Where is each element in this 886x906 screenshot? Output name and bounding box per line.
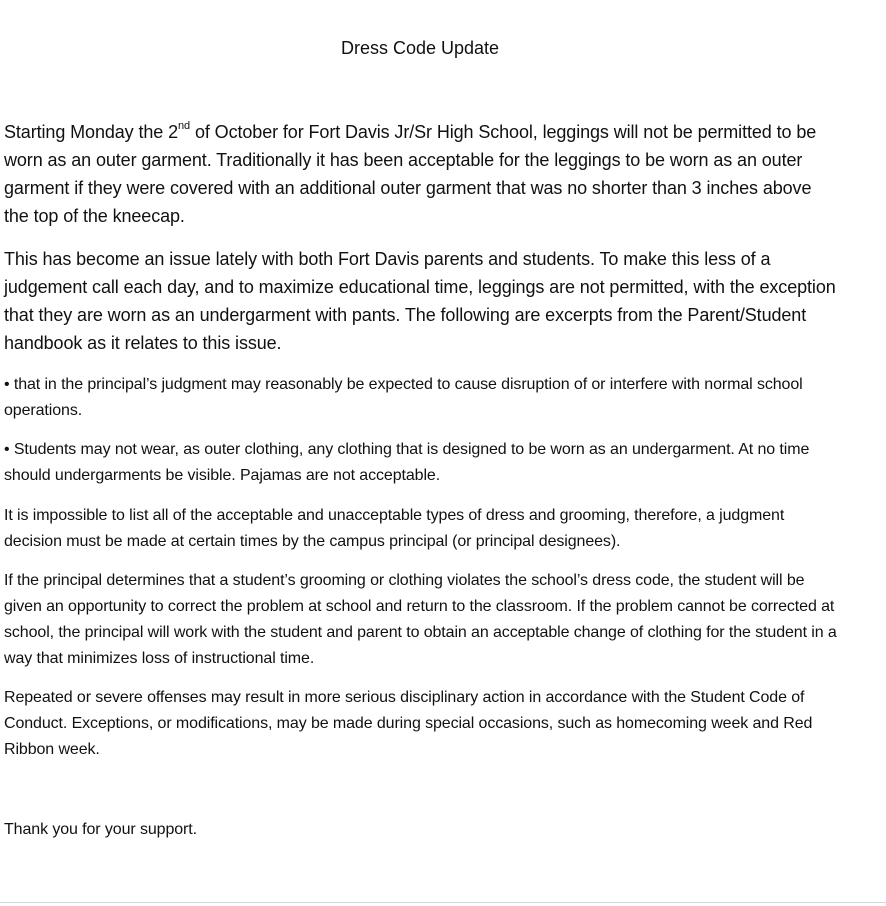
- paragraph-rest: of October for Fort Davis Jr/Sr High School, leggings will not be permitted to be worn as an outer garment. Traditionally it has been acceptable for the leggings to be worn as an outer garment if they were covered with an additional outer garment that was no shorter than 3 inches above the top of the kneecap.: [4, 122, 817, 226]
- page-bottom-divider: [0, 902, 886, 903]
- bullet-undergarments: • Students may not wear, as outer clothing, any clothing that is designed to be worn as an undergarment. At no time should undergarments be visible. Pajamas are not acceptable.: [4, 441, 810, 484]
- paragraph-issue: This has become an issue lately with both Fort Davis parents and students. To make this less of a judgement call each day, and to maximize educational time, leggings are not permitted, with the exception that they are worn as an undergarment with pants. The following are excerpts from the Parent/Student handbook as it relates to this issue.: [4, 249, 836, 353]
- paragraph-principal-determination: If the principal determines that a student’s grooming or clothing violates the school’s dress code, the student will be given an opportunity to correct the problem at school and return to the classroom. If the problem cannot be corrected at school, the principal will work with the student and parent to obtain an acceptable change of clothing for the student in a way that minimizes loss of instructional time.: [4, 572, 837, 667]
- paragraph-repeated-offenses: Repeated or severe offenses may result in more serious disciplinary action in accordance with the Student Code of Conduct. Exceptions, or modifications, may be made during special occasions, such as homecoming week and Red Ribbon week.: [4, 689, 813, 758]
- ordinal-suffix: nd: [178, 120, 191, 132]
- document-title: Dress Code Update: [340, 38, 500, 58]
- paragraph-leggings-policy: [4, 118, 840, 230]
- paragraph-start: Starting Monday the 2: [4, 122, 179, 142]
- bullet-disruption: • that in the principal’s judgment may reasonably be expected to cause disruption of or interfere with normal school operations.: [4, 376, 803, 419]
- paragraph-judgment: It is impossible to list all of the acceptable and unacceptable types of dress and grooming, therefore, a judgment decision must be made at certain times by the campus principal (or principal designees).: [4, 507, 785, 550]
- closing-line: Thank you for your support.: [4, 821, 197, 838]
